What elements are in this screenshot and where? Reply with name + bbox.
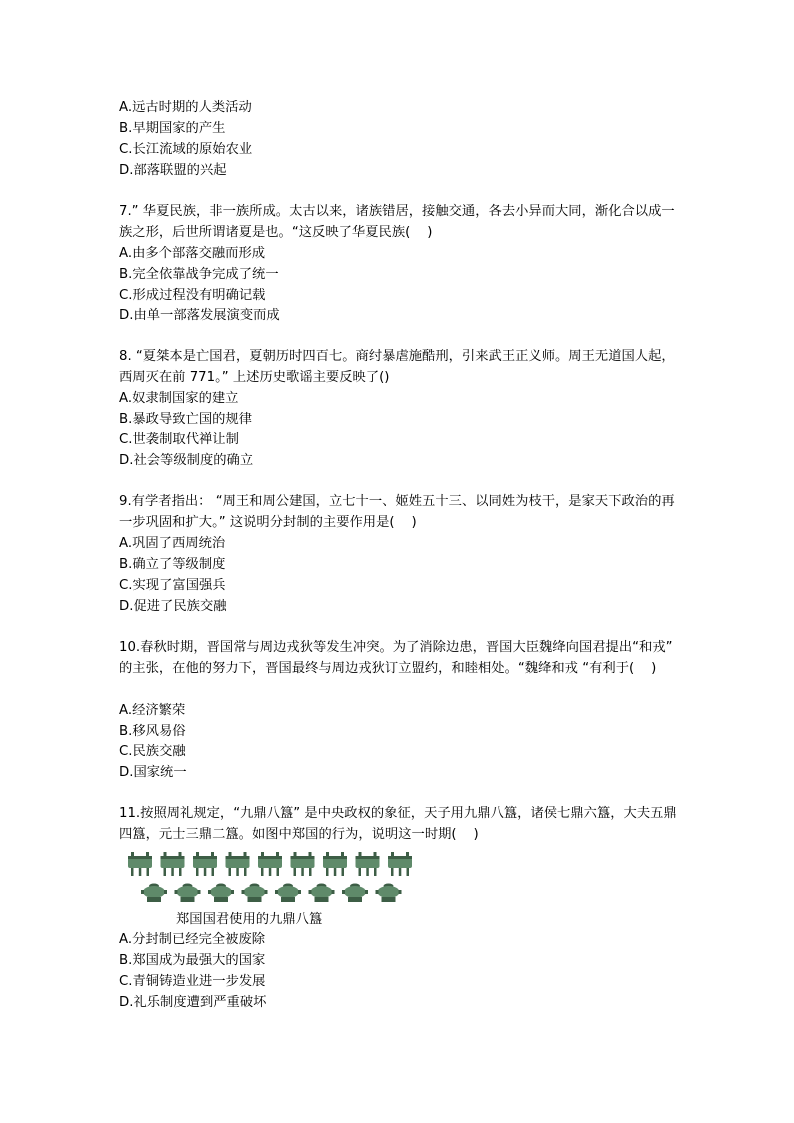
- q9-stem: 9.有学者指出： “周王和周公建国，立七十一、姬姓五十三、以同姓为枝干，是家天下政治的再一步巩固和扩大。” 这说明分封制的主要作用是( ): [119, 494, 675, 530]
- q10-option-c: C.民族交融: [119, 744, 186, 759]
- q7-option-b: B.完全依靠战争完成了统一: [119, 267, 279, 282]
- q7-option-c: C.形成过程没有明确记载: [119, 288, 266, 303]
- gui-vessel: [141, 884, 167, 903]
- q10-option-a: A.经济繁荣: [119, 703, 186, 718]
- gui-vessel: [242, 884, 268, 903]
- ding-vessel: [356, 852, 380, 876]
- q10-option-d: D.国家统一: [119, 765, 187, 780]
- q6-option-d: D.部落联盟的兴起: [119, 163, 227, 178]
- q11-option-c: C.青铜铸造业进一步发展: [119, 974, 266, 989]
- q9-option-a: A.巩固了西周统治: [119, 536, 226, 551]
- gui-vessel: [175, 884, 201, 903]
- ding-vessel: [258, 852, 282, 876]
- q9-option-d: D.促进了民族交融: [119, 599, 227, 614]
- q11-option-a: A.分封制已经完全被废除: [119, 932, 266, 947]
- q6-option-b: B.早期国家的产生: [119, 121, 226, 136]
- q9-option-c: C.实现了富国强兵: [119, 578, 226, 593]
- ding-vessel: [291, 852, 315, 876]
- q10-stem: 10.春秋时期，晋国常与周边戎狄等发生冲突。为了消除边患，晋国大臣魏绛向国君提出“和戎” 的主张，在他的努力下，晋国最终与周边戎狄订立盟约，和睦相处。“魏绛和戎 “有利于( ): [119, 640, 673, 676]
- q11-stem: 11.按照周礼规定，“九鼎八簋” 是中央政权的象征，天子用九鼎八簋，诸侯七鼎六簋，大夫五鼎四簋，元士三鼎二簋。如图中郑国的行为，说明这一时期( ): [119, 806, 677, 842]
- ding-vessel: [388, 852, 412, 876]
- q7-option-a: A.由多个部落交融而形成: [119, 246, 266, 261]
- q8-option-b: B.暴政导致亡国的规律: [119, 412, 253, 427]
- q8-option-d: D.社会等级制度的确立: [119, 453, 254, 468]
- figure-caption: 郑国国君使用的九鼎八簋: [176, 912, 323, 927]
- ding-vessel: [323, 852, 347, 876]
- ding-vessel: [193, 852, 217, 876]
- gui-vessel: [376, 884, 402, 903]
- q7-option-d: D.由单一部落发展演变而成: [119, 308, 280, 323]
- q11-option-b: B.郑国成为最强大的国家: [119, 953, 266, 968]
- gui-row: [141, 884, 402, 903]
- gui-vessel: [275, 884, 301, 903]
- q6-option-a: A.远古时期的人类活动: [119, 100, 252, 115]
- q11-option-d: D.礼乐制度遭到严重破坏: [119, 995, 267, 1010]
- q9-option-b: B.确立了等级制度: [119, 557, 226, 572]
- q8-stem: 8. “夏桀本是亡国君，夏朝历时四百七。商纣暴虐施酷刑，引来武王正义师。周王无道国人起，西周灭在前 771。” 上述历史歌谣主要反映了(): [119, 349, 675, 385]
- gui-vessel: [342, 884, 368, 903]
- gui-vessel: [309, 884, 335, 903]
- q7-stem: 7.” 华夏民族，非一族所成。太古以来，诸族错居，接触交通，各去小异而大同，渐化合以成一族之形，后世所谓诸夏是也。“这反映了华夏民族( ): [119, 204, 675, 240]
- ding-vessel: [128, 852, 152, 876]
- q8-option-c: C.世袭制取代禅让制: [119, 432, 239, 447]
- q8-option-a: A.奴隶制国家的建立: [119, 391, 239, 406]
- ding-gui-figure: [124, 850, 424, 906]
- ding-row: [128, 852, 412, 876]
- ding-vessel: [161, 852, 185, 876]
- gui-vessel: [208, 884, 234, 903]
- q10-option-b: B.移风易俗: [119, 724, 186, 739]
- ding-vessel: [226, 852, 250, 876]
- q6-option-c: C.长江流域的原始农业: [119, 142, 253, 157]
